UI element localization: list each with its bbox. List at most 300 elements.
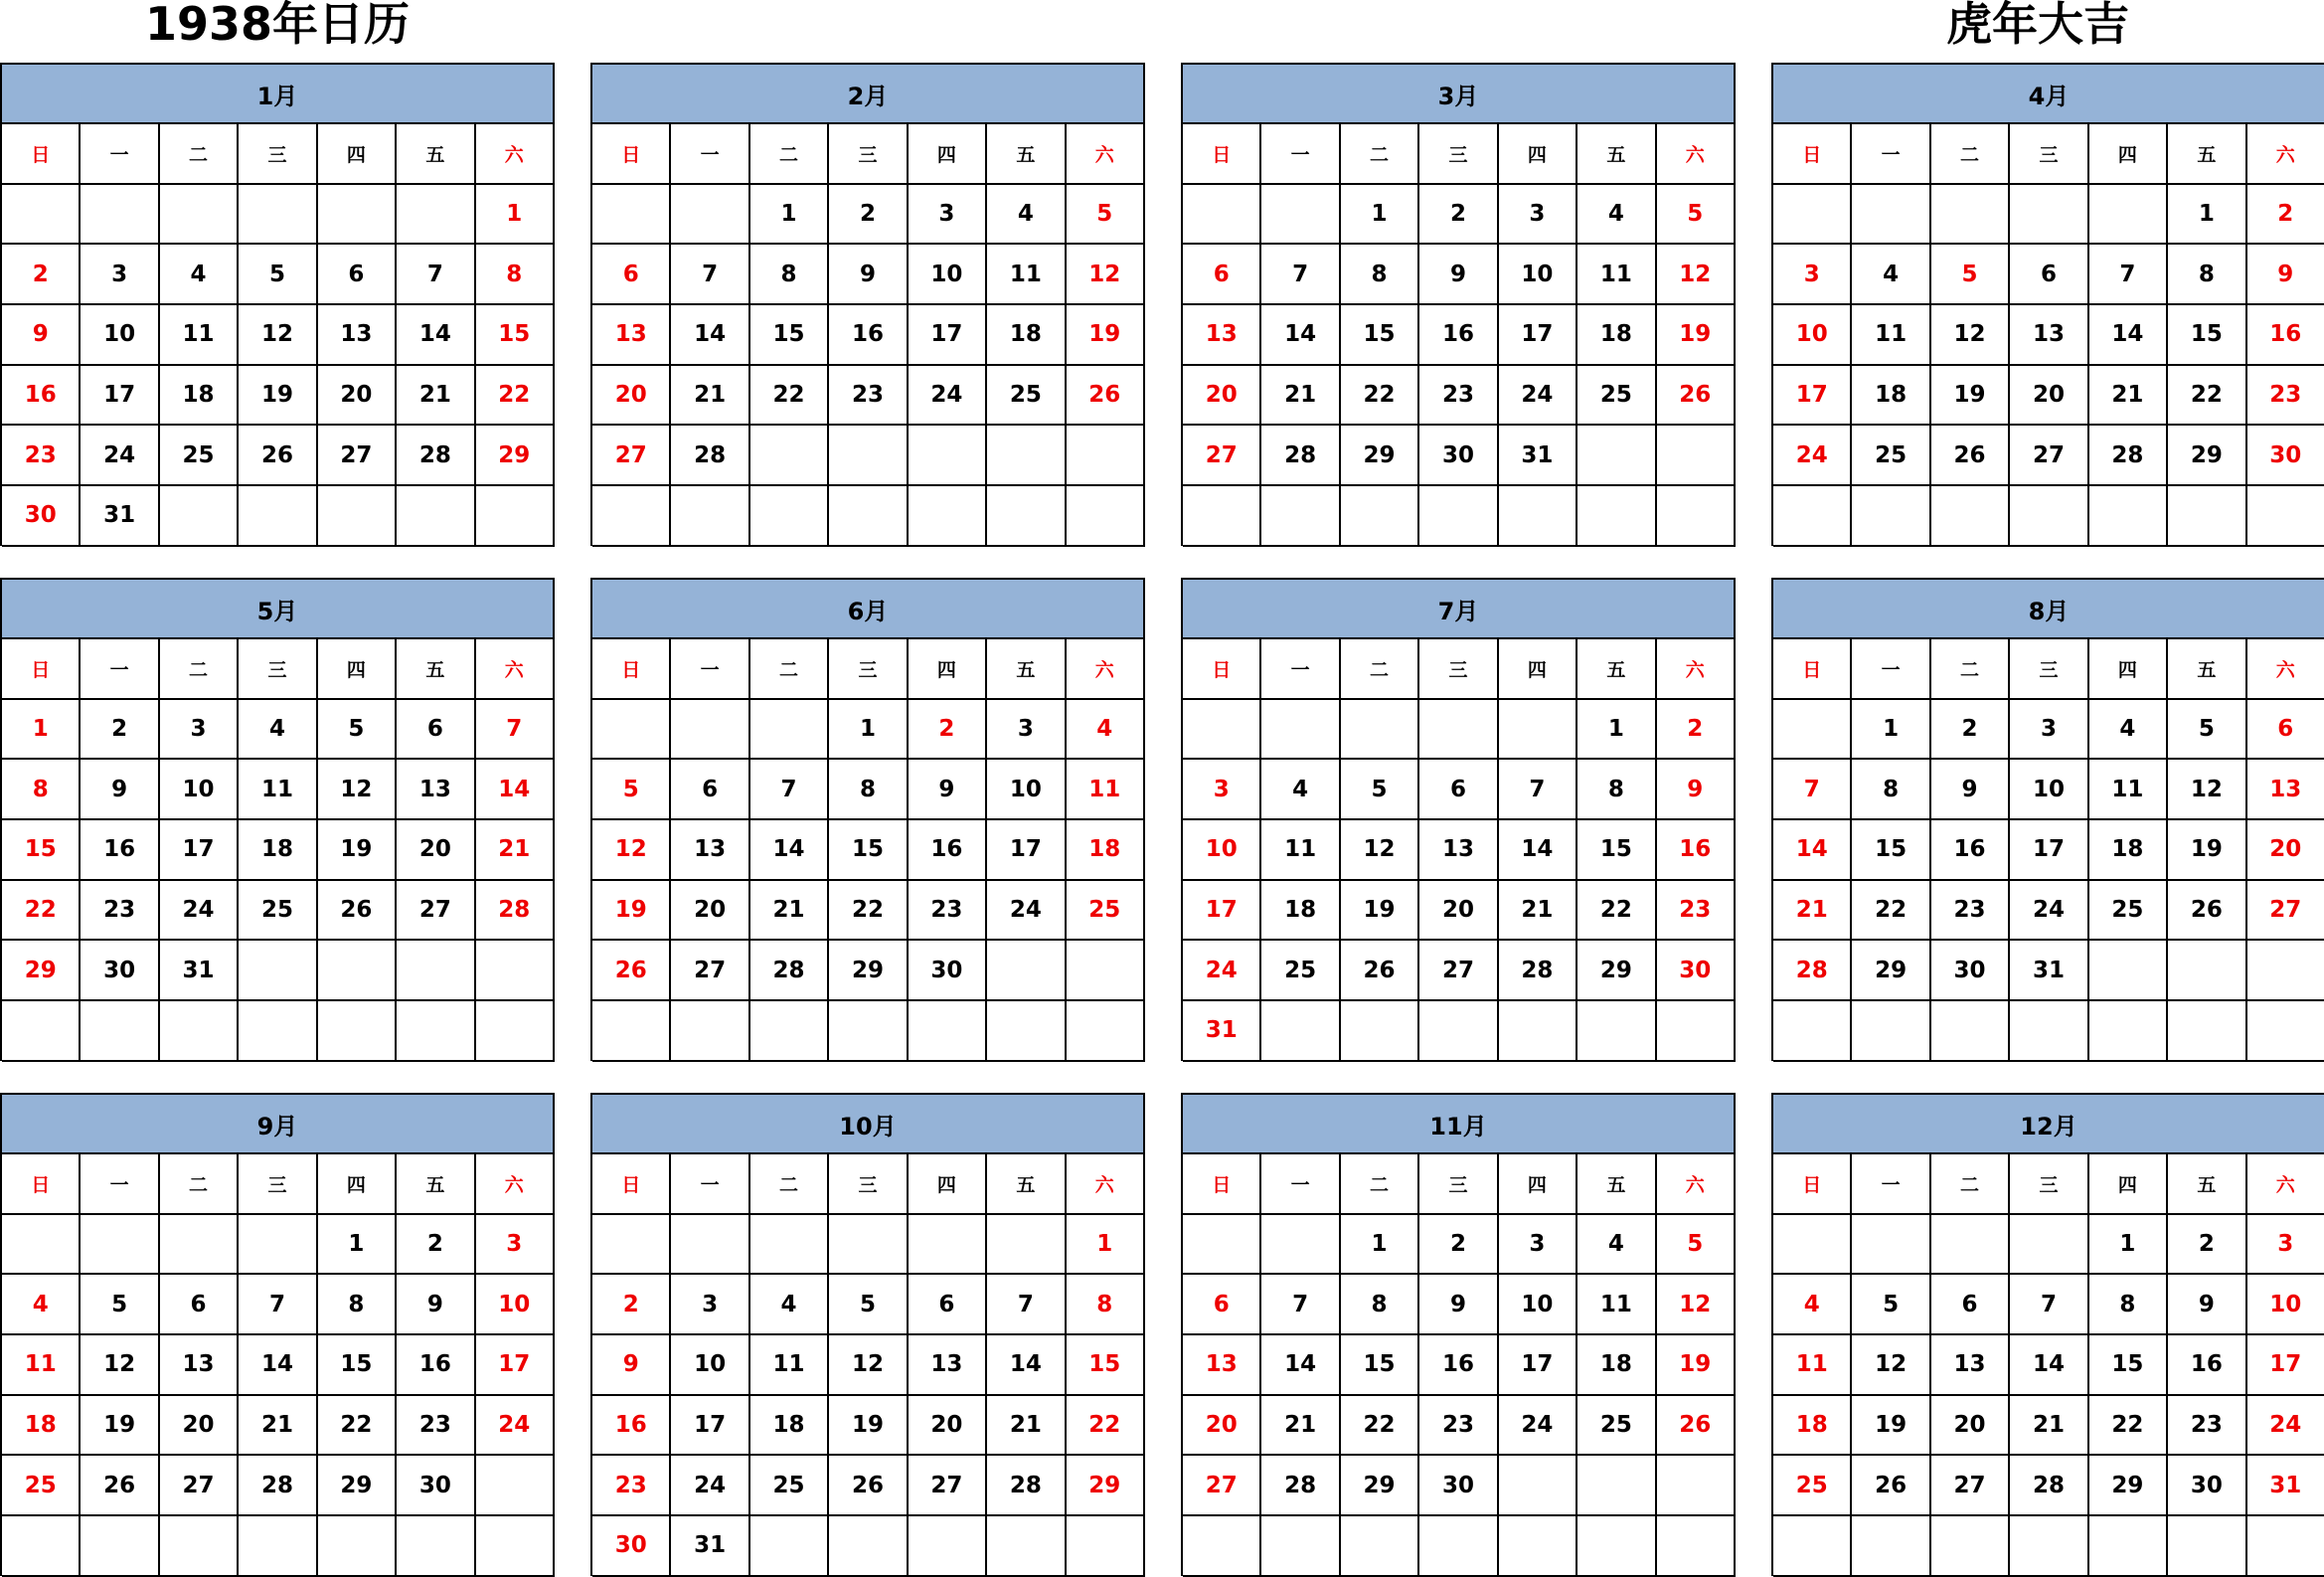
weekday-label: 日 (1183, 1154, 1261, 1215)
day-cell: 13 (2010, 305, 2088, 366)
week-row (1183, 881, 1736, 942)
empty-cell (476, 1456, 555, 1516)
empty-cell (1499, 486, 1577, 547)
empty-cell (1577, 1001, 1656, 1062)
day-cell: 3 (909, 185, 987, 246)
day-cell: 20 (160, 1396, 239, 1457)
day-cell: 23 (1931, 881, 2010, 942)
day-cell: 23 (1657, 881, 1736, 942)
weekday-label: 一 (671, 124, 749, 185)
day-cell: 19 (1852, 1396, 1930, 1457)
day-cell: 13 (1419, 820, 1498, 881)
weekday-label: 四 (2089, 124, 2168, 185)
empty-cell (2247, 1001, 2324, 1062)
day-cell: 15 (750, 305, 829, 366)
weekday-label: 日 (1773, 124, 1852, 185)
day-cell: 1 (476, 185, 555, 246)
month-6 (590, 578, 1145, 1061)
day-cell: 9 (1931, 760, 2010, 820)
day-cell: 26 (2168, 881, 2246, 942)
week-row (592, 1456, 1145, 1516)
day-cell: 6 (592, 245, 671, 305)
day-cell: 5 (1341, 760, 1419, 820)
day-cell: 28 (1773, 941, 1852, 1001)
week-row (2, 1396, 555, 1457)
day-cell: 4 (239, 700, 317, 761)
day-cell: 23 (909, 881, 987, 942)
day-cell: 1 (2089, 1215, 2168, 1276)
week-row (2, 185, 555, 246)
day-cell: 22 (1577, 881, 1656, 942)
day-cell: 29 (2089, 1456, 2168, 1516)
empty-cell (987, 941, 1066, 1001)
weekday-label: 五 (2168, 639, 2246, 700)
week-row (2, 1516, 555, 1577)
day-cell: 3 (671, 1275, 749, 1335)
empty-cell (1657, 486, 1736, 547)
weekday-label: 五 (1577, 1154, 1656, 1215)
day-cell: 27 (909, 1456, 987, 1516)
day-cell: 14 (1499, 820, 1577, 881)
weekday-row (1183, 124, 1736, 185)
weekday-label: 一 (81, 1154, 159, 1215)
empty-cell (2247, 1516, 2324, 1577)
empty-cell (2, 1516, 81, 1577)
empty-cell (160, 1215, 239, 1276)
day-cell: 8 (2, 760, 81, 820)
day-cell: 21 (239, 1396, 317, 1457)
week-row (592, 245, 1145, 305)
day-cell: 19 (1067, 305, 1145, 366)
day-cell: 24 (987, 881, 1066, 942)
empty-cell (1499, 1456, 1577, 1516)
week-row (592, 760, 1145, 820)
day-cell: 26 (1852, 1456, 1930, 1516)
day-cell: 24 (160, 881, 239, 942)
day-cell: 17 (1499, 305, 1577, 366)
week-row (1773, 1335, 2324, 1396)
weekday-label: 日 (1773, 639, 1852, 700)
day-cell: 10 (1773, 305, 1852, 366)
day-cell: 5 (829, 1275, 908, 1335)
empty-cell (1657, 1516, 1736, 1577)
empty-cell (239, 1215, 317, 1276)
day-cell: 8 (476, 245, 555, 305)
week-row (1773, 1396, 2324, 1457)
empty-cell (81, 1516, 159, 1577)
day-cell: 29 (1067, 1456, 1145, 1516)
week-row (1773, 700, 2324, 761)
day-cell: 19 (829, 1396, 908, 1457)
day-cell: 17 (476, 1335, 555, 1396)
month-8 (1771, 578, 2324, 1061)
day-cell: 25 (750, 1456, 829, 1516)
day-cell: 21 (1261, 366, 1340, 427)
day-cell: 26 (81, 1456, 159, 1516)
weekday-label: 一 (1852, 1154, 1930, 1215)
day-cell: 29 (1852, 941, 1930, 1001)
week-row (1773, 1456, 2324, 1516)
day-cell: 2 (397, 1215, 475, 1276)
day-cell: 19 (1657, 1335, 1736, 1396)
day-cell: 27 (160, 1456, 239, 1516)
day-cell: 22 (476, 366, 555, 427)
empty-cell (987, 1001, 1066, 1062)
day-cell: 1 (1577, 700, 1656, 761)
weekday-row (592, 124, 1145, 185)
weekday-label: 二 (1931, 639, 2010, 700)
week-row (2, 760, 555, 820)
day-cell: 2 (2168, 1215, 2246, 1276)
month-header: 10月 (592, 1095, 1145, 1154)
empty-cell (239, 941, 317, 1001)
day-cell: 13 (1183, 305, 1261, 366)
day-cell: 27 (318, 426, 397, 486)
empty-cell (987, 426, 1066, 486)
empty-cell (476, 941, 555, 1001)
day-cell: 22 (318, 1396, 397, 1457)
day-cell: 3 (2247, 1215, 2324, 1276)
day-cell: 5 (2168, 700, 2246, 761)
day-cell: 8 (1852, 760, 1930, 820)
weekday-label: 二 (1931, 1154, 2010, 1215)
day-cell: 1 (750, 185, 829, 246)
day-cell: 29 (318, 1456, 397, 1516)
day-cell: 28 (397, 426, 475, 486)
day-cell: 5 (1931, 245, 2010, 305)
week-row (1773, 1275, 2324, 1335)
week-row (2, 1001, 555, 1062)
day-cell: 2 (2, 245, 81, 305)
day-cell: 6 (1183, 245, 1261, 305)
day-cell: 12 (1931, 305, 2010, 366)
empty-cell (592, 486, 671, 547)
empty-cell (1419, 700, 1498, 761)
day-cell: 4 (1577, 185, 1656, 246)
week-row (1773, 881, 2324, 942)
month-header: 7月 (1183, 580, 1736, 639)
empty-cell (2089, 486, 2168, 547)
day-cell: 20 (2247, 820, 2324, 881)
day-cell: 4 (160, 245, 239, 305)
day-cell: 30 (2247, 426, 2324, 486)
day-cell: 11 (1067, 760, 1145, 820)
empty-cell (1419, 1516, 1498, 1577)
weekday-label: 三 (239, 639, 317, 700)
empty-cell (592, 1001, 671, 1062)
month-1 (0, 63, 555, 546)
day-cell: 26 (1067, 366, 1145, 427)
day-cell: 5 (1852, 1275, 1930, 1335)
day-cell: 31 (2247, 1456, 2324, 1516)
empty-cell (1067, 941, 1145, 1001)
weekday-label: 四 (1499, 124, 1577, 185)
empty-cell (2, 1215, 81, 1276)
week-row (2, 1215, 555, 1276)
day-cell: 19 (81, 1396, 159, 1457)
day-cell: 11 (1261, 820, 1340, 881)
empty-cell (2010, 1001, 2088, 1062)
week-row (1183, 305, 1736, 366)
empty-cell (397, 1001, 475, 1062)
weekday-label: 四 (1499, 1154, 1577, 1215)
day-cell: 25 (1067, 881, 1145, 942)
weekday-label: 五 (2168, 1154, 2246, 1215)
day-cell: 25 (1577, 366, 1656, 427)
week-row (2, 1456, 555, 1516)
weekday-label: 二 (1341, 1154, 1419, 1215)
empty-cell (1773, 1516, 1852, 1577)
day-cell: 8 (1341, 245, 1419, 305)
weekday-label: 日 (2, 124, 81, 185)
empty-cell (909, 486, 987, 547)
day-cell: 12 (1341, 820, 1419, 881)
week-row (1773, 366, 2324, 427)
day-cell: 14 (397, 305, 475, 366)
empty-cell (750, 1215, 829, 1276)
day-cell: 28 (750, 941, 829, 1001)
day-cell: 26 (829, 1456, 908, 1516)
weekday-label: 日 (1183, 639, 1261, 700)
empty-cell (671, 1215, 749, 1276)
weekday-label: 一 (1261, 639, 1340, 700)
empty-cell (1183, 486, 1261, 547)
week-row (1773, 185, 2324, 246)
weekday-label: 二 (750, 1154, 829, 1215)
week-row (1773, 245, 2324, 305)
weekday-label: 五 (987, 124, 1066, 185)
day-cell: 22 (829, 881, 908, 942)
empty-cell (1261, 185, 1340, 246)
month-header: 3月 (1183, 65, 1736, 124)
weekday-label: 六 (2247, 1154, 2324, 1215)
week-row (592, 941, 1145, 1001)
day-cell: 4 (1852, 245, 1930, 305)
day-cell: 1 (1341, 1215, 1419, 1276)
day-cell: 14 (2089, 305, 2168, 366)
day-cell: 3 (476, 1215, 555, 1276)
empty-cell (1577, 1456, 1656, 1516)
week-row (1183, 700, 1736, 761)
day-cell: 31 (2010, 941, 2088, 1001)
weekday-label: 日 (2, 639, 81, 700)
day-cell: 11 (2089, 760, 2168, 820)
empty-cell (1773, 185, 1852, 246)
day-cell: 28 (239, 1456, 317, 1516)
day-cell: 7 (1773, 760, 1852, 820)
weekday-label: 三 (2010, 124, 2088, 185)
day-cell: 15 (2, 820, 81, 881)
week-row (1773, 1215, 2324, 1276)
day-cell: 13 (592, 305, 671, 366)
day-cell: 15 (829, 820, 908, 881)
month-header: 12月 (1773, 1095, 2324, 1154)
empty-cell (2168, 941, 2246, 1001)
empty-cell (239, 1001, 317, 1062)
weekday-label: 一 (671, 639, 749, 700)
empty-cell (1773, 700, 1852, 761)
day-cell: 23 (592, 1456, 671, 1516)
week-row (1773, 820, 2324, 881)
day-cell: 10 (987, 760, 1066, 820)
empty-cell (2089, 1516, 2168, 1577)
day-cell: 20 (1419, 881, 1498, 942)
weekday-label: 日 (1183, 124, 1261, 185)
weekday-label: 四 (318, 639, 397, 700)
day-cell: 12 (81, 1335, 159, 1396)
day-cell: 8 (2089, 1275, 2168, 1335)
empty-cell (592, 185, 671, 246)
week-row (2, 245, 555, 305)
day-cell: 16 (909, 820, 987, 881)
empty-cell (987, 1516, 1066, 1577)
empty-cell (592, 700, 671, 761)
weekday-label: 四 (318, 1154, 397, 1215)
weekday-label: 一 (671, 1154, 749, 1215)
day-cell: 15 (1067, 1335, 1145, 1396)
day-cell: 31 (671, 1516, 749, 1577)
day-cell: 6 (909, 1275, 987, 1335)
day-cell: 14 (476, 760, 555, 820)
day-cell: 11 (160, 305, 239, 366)
day-cell: 18 (2089, 820, 2168, 881)
day-cell: 2 (81, 700, 159, 761)
day-cell: 23 (1419, 1396, 1498, 1457)
empty-cell (239, 1516, 317, 1577)
day-cell: 22 (750, 366, 829, 427)
empty-cell (1419, 1001, 1498, 1062)
empty-cell (1183, 1516, 1261, 1577)
week-row (2, 1275, 555, 1335)
day-cell: 30 (2, 486, 81, 547)
day-cell: 25 (1577, 1396, 1656, 1457)
day-cell: 24 (476, 1396, 555, 1457)
empty-cell (987, 486, 1066, 547)
day-cell: 16 (81, 820, 159, 881)
day-cell: 4 (2, 1275, 81, 1335)
day-cell: 14 (2010, 1335, 2088, 1396)
day-cell: 16 (592, 1396, 671, 1457)
day-cell: 25 (239, 881, 317, 942)
weekday-label: 三 (829, 124, 908, 185)
day-cell: 13 (1931, 1335, 2010, 1396)
month-header: 4月 (1773, 65, 2324, 124)
empty-cell (909, 1001, 987, 1062)
weekday-row (2, 124, 555, 185)
empty-cell (476, 1516, 555, 1577)
weekday-label: 一 (1261, 1154, 1340, 1215)
week-row (2, 305, 555, 366)
empty-cell (318, 185, 397, 246)
day-cell: 11 (750, 1335, 829, 1396)
week-row (1183, 1396, 1736, 1457)
week-row (592, 185, 1145, 246)
day-cell: 23 (2168, 1396, 2246, 1457)
empty-cell (476, 1001, 555, 1062)
week-row (2, 881, 555, 942)
day-cell: 25 (1773, 1456, 1852, 1516)
weekday-label: 一 (1852, 124, 1930, 185)
day-cell: 25 (987, 366, 1066, 427)
empty-cell (1852, 486, 1930, 547)
week-row (2, 941, 555, 1001)
week-row (1183, 366, 1736, 427)
day-cell: 16 (2, 366, 81, 427)
day-cell: 18 (1261, 881, 1340, 942)
weekday-label: 日 (592, 639, 671, 700)
day-cell: 20 (397, 820, 475, 881)
day-cell: 24 (2247, 1396, 2324, 1457)
day-cell: 4 (750, 1275, 829, 1335)
empty-cell (1657, 1001, 1736, 1062)
empty-cell (1499, 1516, 1577, 1577)
weekday-label: 二 (750, 124, 829, 185)
weekday-label: 二 (1341, 124, 1419, 185)
day-cell: 31 (1499, 426, 1577, 486)
month-2 (590, 63, 1145, 546)
day-cell: 26 (1657, 366, 1736, 427)
weekday-label: 四 (318, 124, 397, 185)
day-cell: 9 (1419, 1275, 1498, 1335)
day-cell: 1 (318, 1215, 397, 1276)
week-row (2, 820, 555, 881)
day-cell: 24 (2010, 881, 2088, 942)
empty-cell (2089, 941, 2168, 1001)
day-cell: 27 (671, 941, 749, 1001)
empty-cell (1577, 486, 1656, 547)
day-cell: 1 (829, 700, 908, 761)
week-row (1773, 486, 2324, 547)
weekday-label: 六 (1067, 124, 1145, 185)
empty-cell (1773, 486, 1852, 547)
day-cell: 17 (2010, 820, 2088, 881)
empty-cell (750, 426, 829, 486)
empty-cell (829, 1001, 908, 1062)
day-cell: 4 (1261, 760, 1340, 820)
day-cell: 14 (1261, 1335, 1340, 1396)
day-cell: 11 (1577, 245, 1656, 305)
day-cell: 10 (1499, 245, 1577, 305)
empty-cell (2010, 1516, 2088, 1577)
day-cell: 19 (1341, 881, 1419, 942)
empty-cell (1067, 426, 1145, 486)
weekday-label: 二 (160, 124, 239, 185)
weekday-label: 六 (1657, 1154, 1736, 1215)
empty-cell (1183, 1215, 1261, 1276)
week-row (592, 820, 1145, 881)
weekday-label: 一 (81, 639, 159, 700)
empty-cell (160, 1516, 239, 1577)
day-cell: 16 (1657, 820, 1736, 881)
day-cell: 20 (2010, 366, 2088, 427)
week-row (1773, 426, 2324, 486)
day-cell: 9 (81, 760, 159, 820)
day-cell: 30 (1931, 941, 2010, 1001)
day-cell: 13 (2247, 760, 2324, 820)
day-cell: 12 (1067, 245, 1145, 305)
day-cell: 27 (1931, 1456, 2010, 1516)
day-cell: 13 (318, 305, 397, 366)
day-cell: 29 (2, 941, 81, 1001)
day-cell: 9 (397, 1275, 475, 1335)
day-cell: 1 (2, 700, 81, 761)
day-cell: 14 (750, 820, 829, 881)
day-cell: 9 (1419, 245, 1498, 305)
day-cell: 21 (397, 366, 475, 427)
day-cell: 6 (1419, 760, 1498, 820)
day-cell: 1 (1067, 1215, 1145, 1276)
day-cell: 25 (2089, 881, 2168, 942)
